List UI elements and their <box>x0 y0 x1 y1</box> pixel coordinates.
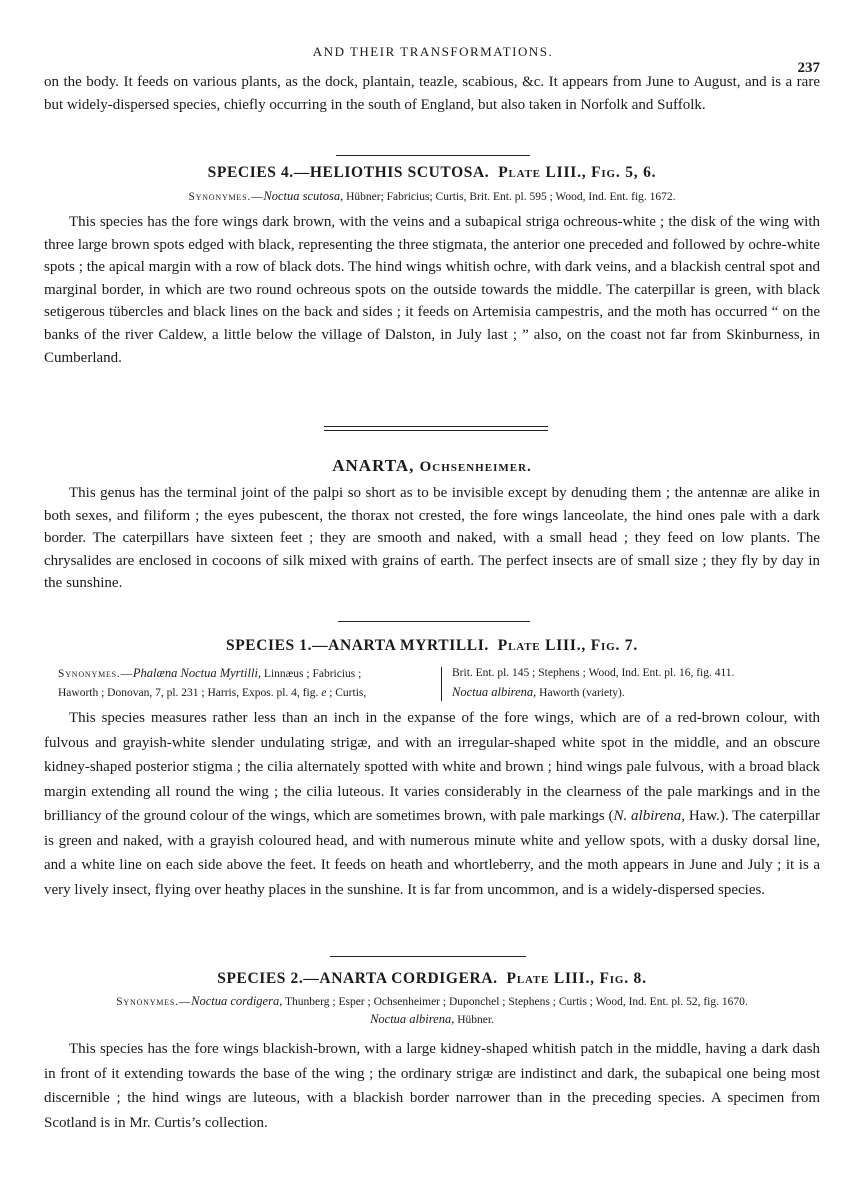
species-1-syn-left-1-rest: Linnæus ; Fabricius ; <box>261 668 362 680</box>
species-1-description-part-a: This species measures rather less than an inch in the expanse of the fore wings, which are of a red-brown colour, with fulvous and grayish-white slender undulating strigæ, and with an irregular-shaped white spot in the middle, and an obscure kidney-shaped posterior stigma ; the cilia alternately spotted with white and brown ; hind wings pale fulvous, with a broad black margin extending all round the wing ; the cilia luteous. It varies considerably in the clearness of the pale markings and in the brilliancy of the ground colour of the wings, which are sometimes brown, with pale markings ( <box>44 710 820 824</box>
species-4-heading <box>44 164 820 182</box>
species-2-syn-line-2-italic: Noctua albirena, <box>370 1012 455 1026</box>
section-rule <box>330 956 526 957</box>
species-4-title: SPECIES 4.—HELIOTHIS SCUTOSA. <box>207 164 490 181</box>
species-2-synonymes <box>44 993 820 1029</box>
species-1-heading-block <box>44 637 820 655</box>
genus-name: ANARTA, <box>332 456 415 475</box>
intro-paragraph-block <box>44 71 820 116</box>
species-1-syn-right-column <box>452 664 734 703</box>
running-head: AND THEIR TRANSFORMATIONS. <box>312 44 554 59</box>
section-rule <box>338 621 530 622</box>
genus-double-rule <box>324 426 548 431</box>
species-4-syn-rest: Hübner; Fabricius; Curtis, Brit. Ent. pl. 595 ; Wood, Ind. Ent. fig. 1672. <box>343 191 676 203</box>
section-rule <box>336 155 530 156</box>
species-4-section <box>44 164 820 369</box>
genus-section <box>44 456 820 595</box>
species-2-syn-italic: Noctua cordigera, <box>191 994 283 1008</box>
genus-description: This genus has the terminal joint of the palpi so short as to be invisible except by denuding them ; the antennæ are alike in both sexes, and filiform ; the eyes pubescent, the thorax not crested, the fore wings lanceolate, the hind ones pale with a dark border. The caterpillars have sixteen feet ; they are smooth and naked, with a small head ; they feed on low plants. The chrysalides are enclosed in cocoons of silk mixed with grains of earth. The perfect insects are of small size ; they fly by day in the sunshine. <box>44 485 820 592</box>
species-1-syn-right-line-2 <box>452 683 734 703</box>
species-2-syn-line-2-rest: Hübner. <box>454 1014 494 1026</box>
species-2-plate: Plate LIII., Fig. 8. <box>506 970 647 987</box>
genus-author: Ochsenheimer. <box>419 459 532 475</box>
species-2-syn-line-1 <box>44 993 820 1011</box>
page-number: 237 <box>797 60 820 76</box>
species-1-syn-right-line-1: Brit. Ent. pl. 145 ; Stephens ; Wood, Ind. Ent. pl. 16, fig. 411. <box>452 667 735 679</box>
species-1-description-block <box>44 706 820 902</box>
intro-paragraph: on the body. It feeds on various plants, as the dock, plantain, teazle, scabious, &c. It appears from June to August, and is a rare but widely-dispersed species, chiefly occurring in the south of England, but also taken in Norfolk and Suffolk. <box>44 74 820 113</box>
species-2-description: This species has the fore wings blackish-brown, with a large kidney-shaped whitish patch in the middle, having a dark dash in front of it extending towards the base of the wing ; the ordinary strigæ are indistinct and dark, the subapical one being most discernible ; the hind wings are luteous, with a blackish border narrower than in the preceding species. A specimen from Scotland is in Mr. Curtis’s collection. <box>44 1041 820 1131</box>
synonymes-column-divider <box>441 667 442 701</box>
species-1-syn-right-rest: Haworth (variety). <box>536 687 625 699</box>
species-4-synonymes <box>44 188 820 206</box>
species-1-syn-left-2-b: ; Curtis, <box>326 687 367 699</box>
species-4-description: This species has the fore wings dark brown, with the veins and a subapical striga ochreous-white ; the disk of the wing with three large brown spots edged with black, representing the three stigmata, the anterior one preceded and followed by ochre-white spots ; the apical margin with a row of black dots. The hind wings whitish ochre, with dark veins, and a blackish central spot and marginal border, in which are two round ochreous spots on the outside towards the middle. The caterpillar is green, with black setigerous tübercles and black lines on the back and sides ; it feeds on Artemisia campestris, and the moth has occurred “ on the banks of the river Caldew, a little below the village of Dalston, in July last ; ” also, on the coast not far from Skinburness, in Cumberland. <box>44 214 820 366</box>
synonymes-label: Synonymes.— <box>188 191 264 203</box>
species-1-syn-left-column <box>58 664 366 703</box>
species-4-syn-italic: Noctua scutosa, <box>263 189 344 203</box>
species-2-syn-line-2 <box>44 1011 820 1029</box>
species-2-section <box>44 970 820 1135</box>
species-1-syn-italic: Phalæna Noctua Myrtilli, <box>132 666 262 680</box>
species-4-plate: Plate LIII., Fig. 5, 6. <box>498 164 657 181</box>
species-1-syn-left-2-a: Haworth ; Donovan, 7, pl. 231 ; Harris, Expos. pl. 4, fig. <box>58 687 322 699</box>
synonymes-label: Synonymes.— <box>116 996 192 1008</box>
species-2-title: SPECIES 2.—ANARTA CORDIGERA. <box>217 970 498 987</box>
species-1-syn-right-italic: Noctua albirena, <box>452 685 537 699</box>
species-1-heading <box>44 637 820 655</box>
species-1-description-part-b: Haw.). The caterpillar is green and naked, with a grayish coloured head, and with numerous minute white and yellow spots, with a dusky dorsal line, and a white line on each side above the feet. It feeds on heath and whortleberry, and the moth appears in June and July ; it is a very lively insect, flying over heathy places in the sunshine. It is far from uncommon, and is a widely-dispersed species. <box>44 808 821 898</box>
species-2-syn-rest: Thunberg ; Esper ; Ochsenheimer ; Duponchel ; Stephens ; Curtis ; Wood, Ind. Ent. pl. 52, fig. 1670. <box>282 996 748 1008</box>
genus-heading <box>44 456 820 476</box>
species-1-syn-left-line-1 <box>58 664 366 684</box>
synonymes-label: Synonymes.— <box>58 668 133 680</box>
species-1-plate: Plate LIII., Fig. 7. <box>497 637 639 654</box>
species-2-heading <box>44 970 820 988</box>
species-1-description-italic: N. albirena, <box>613 808 686 824</box>
species-1-description <box>44 706 820 902</box>
species-1-syn-left-2-italic: e <box>321 687 327 699</box>
species-1-syn-left-line-2 <box>58 684 366 703</box>
species-1-title: SPECIES 1.—ANARTA MYRTILLI. <box>225 637 489 654</box>
